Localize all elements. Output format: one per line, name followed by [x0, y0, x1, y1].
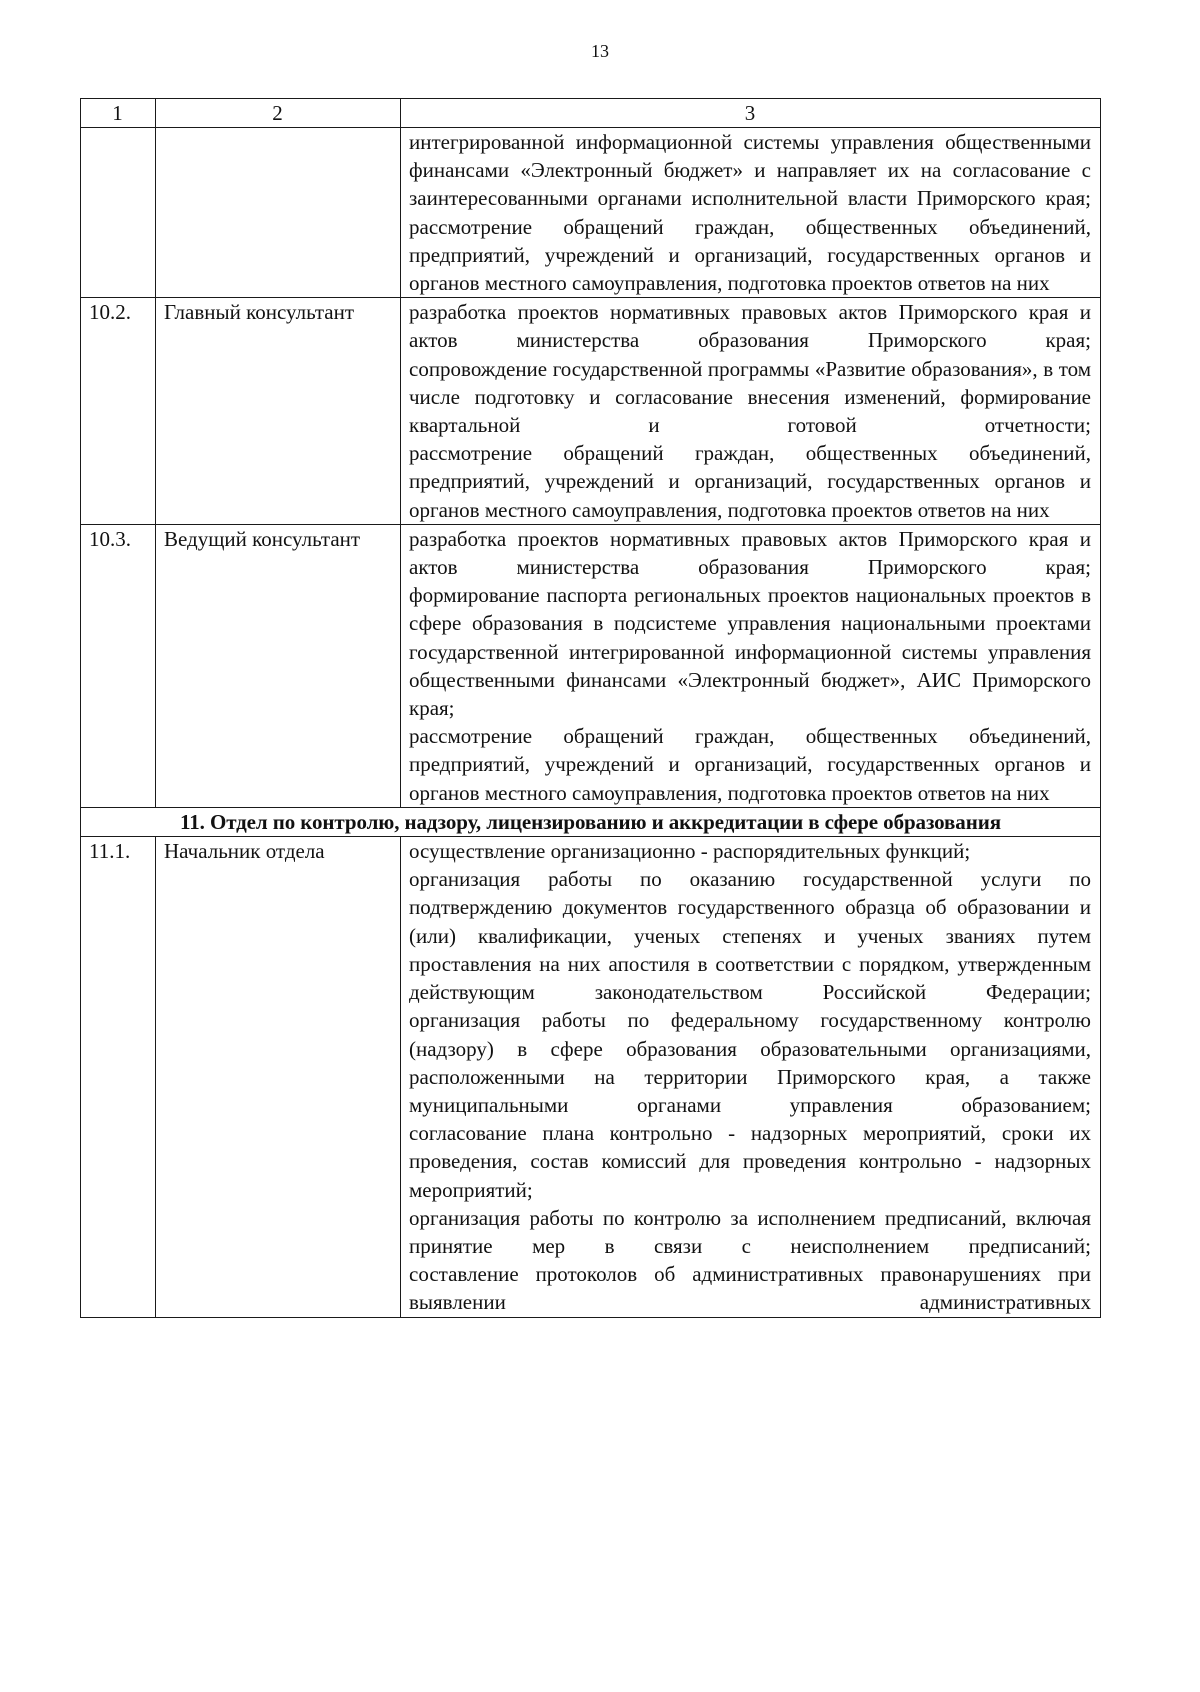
section-title: 11. Отдел по контролю, надзору, лицензированию и аккредитации в сфере образования — [81, 807, 1101, 836]
column-header-number: 1 — [81, 99, 156, 128]
duty-paragraph: составление протоколов об административных правонарушениях при выявлении административных — [409, 1262, 1091, 1315]
duty-paragraph: разработка проектов нормативных правовых актов Приморского края и актов министерства образования Приморского края; — [409, 526, 1091, 580]
column-header-position: 2 — [156, 99, 401, 128]
table-header-row — [81, 99, 1101, 128]
page-number: 13 — [591, 41, 609, 61]
row-duties — [401, 128, 1101, 298]
duty-paragraph: рассмотрение обращений граждан, общественных объединений, предприятий, учреждений и организаций, государственных органов и органов местного самоуправления, подготовка проектов ответов на них — [409, 724, 1091, 805]
duty-paragraph: рассмотрение обращений граждан, общественных объединений, предприятий, учреждений и организаций, государственных органов и органов местного самоуправления, подготовка проектов ответов на них — [409, 441, 1091, 522]
duty-paragraph: разработка проектов нормативных правовых актов Приморского края и актов министерства образования Приморского края; — [409, 300, 1091, 353]
row-number: 10.3. — [81, 524, 156, 807]
duties-table — [80, 98, 1101, 1318]
row-duties — [401, 524, 1101, 807]
table-row — [81, 837, 1101, 1317]
duty-paragraph: осуществление организационно - распорядительных функций; — [409, 839, 971, 864]
table-row — [81, 128, 1101, 298]
duty-paragraph: организация работы по оказанию государственной услуги по подтверждению документов государственного образца об образовании и (или) квалификации, ученых степенях и ученых званиях путем проставления на них апостиля в соответствии с порядком, утвержденным действующим законодательством Российской Федерации; — [409, 867, 1091, 1005]
row-duties — [401, 837, 1101, 1317]
duty-paragraph: сопровождение государственной программы «Развитие образования», в том числе подготовку и согласование внесения изменений, формирование квартальной и готовой отчетности; — [409, 356, 1091, 438]
table-row — [81, 524, 1101, 807]
duty-paragraph: рассмотрение обращений граждан, общественных объединений, предприятий, учреждений и организаций, государственных органов и органов местного самоуправления, подготовка проектов ответов на них — [409, 214, 1091, 296]
row-position: Главный консультант — [156, 298, 401, 525]
duty-paragraph: формирование паспорта региональных проектов национальных проектов в сфере образования в подсистеме управления национальными проектами государственной интегрированной информационной системы управления общественными финансами «Электронный бюджет», АИС Приморского края; — [409, 583, 1091, 721]
section-heading-row — [81, 807, 1101, 836]
duty-paragraph: организация работы по контролю за исполнением предписаний, включая принятие мер в связи с неисполнением предписаний; — [409, 1205, 1091, 1258]
column-header-duties: 3 — [401, 99, 1101, 128]
row-number: 11.1. — [81, 837, 156, 1317]
row-position: Начальник отдела — [156, 837, 401, 1317]
duty-paragraph: интегрированной информационной системы управления общественными финансами «Электронный бюджет» и направляет их на согласование с заинтересованными органами исполнительной власти Приморского края; — [409, 130, 1091, 211]
duty-paragraph: организация работы по федеральному государственному контролю (надзору) в сфере образования образовательными организациями, расположенными на территории Приморского края, а также муниципальными органами управления образованием; — [409, 1008, 1091, 1117]
duty-paragraph: согласование плана контрольно - надзорных мероприятий, сроки их проведения, состав комиссий для проведения контрольно - надзорных мероприятий; — [409, 1121, 1091, 1202]
table-row — [81, 298, 1101, 525]
row-number: 10.2. — [81, 298, 156, 525]
row-number — [81, 128, 156, 298]
row-duties — [401, 298, 1101, 525]
row-position — [156, 128, 401, 298]
row-position: Ведущий консультант — [156, 524, 401, 807]
